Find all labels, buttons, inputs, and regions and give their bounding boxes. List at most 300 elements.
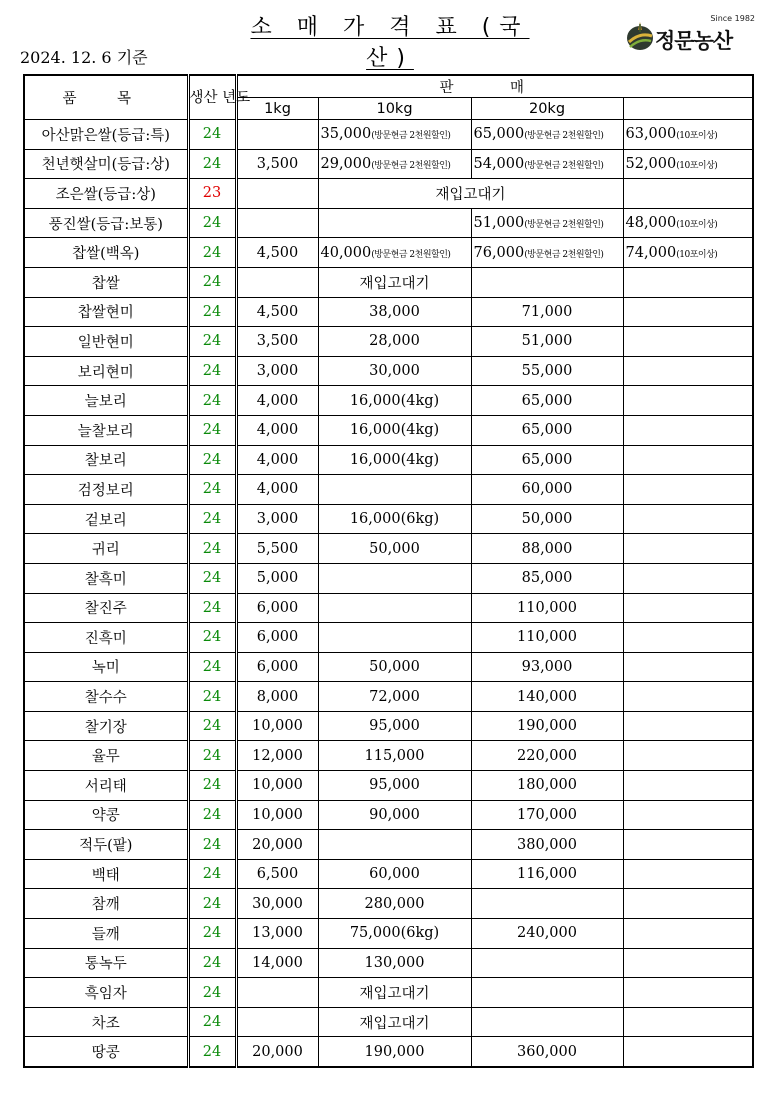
price-20kg-value: 65,000 (521, 451, 573, 468)
price-bulk-value: 48,000 (625, 215, 677, 232)
item-name-value: 찹쌀현미 (77, 305, 134, 322)
production-year-value: 24 (202, 303, 222, 320)
production-year (188, 859, 236, 889)
price-bulk (623, 475, 753, 505)
item-name (24, 267, 188, 297)
item-name-value: 검정보리 (77, 482, 134, 499)
price-20kg-value: 85,000 (521, 570, 573, 587)
price-bulk (623, 563, 753, 593)
table-row (24, 1037, 753, 1067)
price-20kg (471, 267, 623, 297)
item-name (24, 652, 188, 682)
price-20kg-note: (방문현금 2천원할인) (524, 249, 604, 260)
item-name-value: 적두(팥) (79, 838, 133, 855)
price-10kg-value: 28,000 (369, 333, 420, 350)
price-1kg (236, 445, 318, 475)
item-name-value: 찰보리 (84, 453, 127, 470)
company-logo (625, 14, 755, 58)
price-10kg-value: 190,000 (364, 1043, 425, 1060)
price-10kg-value: 16,000(4kg) (349, 422, 440, 439)
table-row (24, 504, 753, 534)
production-year (188, 297, 236, 327)
item-name (24, 859, 188, 889)
price-1kg-value: 3,500 (256, 155, 299, 172)
price-1kg-value: 10,000 (252, 806, 303, 823)
production-year (188, 978, 236, 1008)
item-name (24, 415, 188, 445)
price-1kg-value: 4,000 (256, 422, 299, 439)
price-1kg (236, 652, 318, 682)
price-20kg-value: 65,000 (521, 422, 573, 439)
item-name (24, 682, 188, 712)
production-year-value: 24 (202, 481, 222, 498)
price-10kg (318, 504, 471, 534)
production-year (188, 179, 236, 209)
price-10kg-value: 280,000 (364, 895, 425, 912)
item-name (24, 623, 188, 653)
production-year (188, 1007, 236, 1037)
table-row (24, 208, 753, 238)
price-1kg-value: 6,000 (256, 629, 299, 646)
table-row (24, 149, 753, 179)
table-row (24, 652, 753, 682)
price-bulk (623, 179, 753, 209)
price-1kg-value: 14,000 (252, 954, 303, 971)
price-bulk-note: (10포이상) (676, 249, 718, 260)
price-10kg (318, 356, 471, 386)
production-year-value: 24 (202, 274, 222, 291)
price-1kg (236, 593, 318, 623)
item-name (24, 356, 188, 386)
price-10kg-value: 130,000 (364, 954, 425, 971)
price-10kg (318, 593, 471, 623)
table-row (24, 179, 753, 209)
price-1kg-value: 6,000 (256, 599, 299, 616)
price-bulk (623, 149, 753, 179)
item-name-value: 참깨 (91, 897, 120, 914)
price-1kg (236, 563, 318, 593)
page-title: 소 매 가 격 표 (국산) (250, 15, 530, 71)
price-bulk-note: (10포이상) (676, 220, 718, 231)
item-name-value: 천년햇살미(등급:상) (41, 157, 170, 174)
item-name-value: 진흑미 (84, 630, 127, 647)
production-year-value: 24 (202, 126, 222, 143)
price-bulk (623, 889, 753, 919)
item-name-value: 찰진주 (84, 601, 127, 618)
price-10kg (318, 800, 471, 830)
price-20kg (471, 297, 623, 327)
table-row (24, 593, 753, 623)
price-bulk (623, 356, 753, 386)
price-1kg-value: 5,000 (256, 570, 299, 587)
production-year (188, 830, 236, 860)
price-bulk (623, 1037, 753, 1067)
price-1kg (236, 948, 318, 978)
item-name (24, 327, 188, 357)
production-year (188, 504, 236, 534)
production-year-value: 24 (202, 422, 222, 439)
price-10kg (318, 682, 471, 712)
price-1kg (236, 297, 318, 327)
price-10kg-value: 40,000 (320, 244, 372, 261)
price-20kg-value: 360,000 (517, 1043, 577, 1060)
production-year (188, 445, 236, 475)
price-20kg (471, 652, 623, 682)
price-20kg (471, 327, 623, 357)
production-year-value: 24 (202, 540, 222, 557)
price-1kg-value: 4,500 (256, 244, 299, 261)
price-20kg-value: 380,000 (517, 836, 577, 853)
price-bulk-value: 52,000 (625, 155, 677, 172)
production-year (188, 534, 236, 564)
production-year-value: 24 (202, 392, 222, 409)
item-name-value: 늘보리 (84, 394, 127, 411)
production-year-value: 24 (202, 570, 222, 587)
item-name-value: 찰기장 (84, 719, 127, 736)
price-10kg-value: 95,000 (369, 777, 420, 794)
item-name (24, 830, 188, 860)
price-1kg (236, 475, 318, 505)
price-10kg-value: 115,000 (364, 747, 425, 764)
table-row (24, 386, 753, 416)
price-20kg-value: 65,000 (473, 126, 525, 143)
price-1kg (236, 800, 318, 830)
price-bulk (623, 534, 753, 564)
price-10kg (318, 327, 471, 357)
price-20kg-value: 240,000 (517, 925, 577, 942)
item-name (24, 534, 188, 564)
price-10kg-value: 30,000 (369, 363, 420, 380)
item-name-value: 풍진쌀(등급:보통) (48, 216, 163, 233)
price-bulk (623, 386, 753, 416)
price-10kg-value: 35,000 (320, 126, 372, 143)
price-10kg (318, 978, 471, 1008)
price-1kg (236, 534, 318, 564)
price-1kg-value: 20,000 (252, 836, 303, 853)
price-1kg (236, 267, 318, 297)
price-bulk (623, 415, 753, 445)
price-1kg (236, 859, 318, 889)
price-20kg (471, 445, 623, 475)
price-20kg-value: 110,000 (517, 629, 577, 646)
item-name-value: 조은쌀(등급:상) (55, 186, 156, 203)
item-name (24, 445, 188, 475)
price-20kg (471, 711, 623, 741)
production-year-value: 24 (202, 1014, 222, 1031)
price-bulk (623, 593, 753, 623)
item-name (24, 919, 188, 949)
price-20kg (471, 238, 623, 268)
price-1kg (236, 149, 318, 179)
price-1kg (236, 741, 318, 771)
production-year (188, 563, 236, 593)
production-year (188, 948, 236, 978)
price-1kg (236, 504, 318, 534)
price-20kg (471, 386, 623, 416)
price-20kg (471, 800, 623, 830)
price-bulk (623, 445, 753, 475)
price-20kg-value: 51,000 (521, 333, 573, 350)
price-bulk-value: 74,000 (625, 244, 677, 261)
header-bulk (623, 98, 753, 120)
table-row (24, 741, 753, 771)
price-20kg (471, 919, 623, 949)
production-year-value: 24 (202, 836, 222, 853)
price-10kg-value: 95,000 (369, 718, 420, 735)
price-10kg-note: (방문현금 2천원할인) (371, 131, 451, 142)
price-1kg-value: 10,000 (252, 718, 303, 735)
item-name (24, 238, 188, 268)
production-year (188, 593, 236, 623)
production-year (188, 1037, 236, 1067)
production-year (188, 652, 236, 682)
price-20kg-value: 110,000 (517, 599, 577, 616)
price-1kg-value: 3,500 (256, 333, 299, 350)
price-20kg (471, 771, 623, 801)
item-name-value: 귀리 (91, 542, 120, 559)
production-year-value: 24 (202, 333, 222, 350)
price-bulk (623, 238, 753, 268)
price-10kg-value: 16,000(4kg) (349, 392, 440, 409)
price-10kg (318, 1037, 471, 1067)
table-row (24, 356, 753, 386)
production-year-value: 24 (202, 451, 222, 468)
table-row (24, 623, 753, 653)
production-year (188, 120, 236, 150)
item-name (24, 711, 188, 741)
production-year-value: 24 (202, 363, 222, 380)
price-bulk (623, 297, 753, 327)
item-name (24, 1037, 188, 1067)
production-year (188, 149, 236, 179)
price-20kg (471, 563, 623, 593)
price-10kg (318, 741, 471, 771)
production-year-value: 23 (202, 185, 222, 202)
item-name-value: 찹쌀(백옥) (72, 246, 140, 263)
item-name (24, 386, 188, 416)
item-name (24, 948, 188, 978)
item-name-value: 찹쌀 (91, 275, 120, 292)
price-20kg-value: 220,000 (517, 747, 577, 764)
price-1kg (236, 771, 318, 801)
price-bulk (623, 919, 753, 949)
price-10kg (318, 771, 471, 801)
price-20kg-value: 180,000 (517, 777, 577, 794)
table-row (24, 859, 753, 889)
price-20kg (471, 504, 623, 534)
price-1kg (236, 919, 318, 949)
price-rows (24, 120, 753, 1068)
item-name-value: 백태 (91, 867, 120, 884)
price-bulk (623, 682, 753, 712)
production-year (188, 800, 236, 830)
price-10kg-note: (방문현금 2천원할인) (371, 249, 451, 260)
price-20kg-value: 65,000 (521, 392, 573, 409)
price-bulk-value: 63,000 (625, 126, 677, 143)
price-10kg (318, 120, 471, 150)
price-10kg (318, 386, 471, 416)
price-20kg-value: 88,000 (521, 540, 573, 557)
table-row (24, 120, 753, 150)
price-1kg-value: 6,000 (256, 658, 299, 675)
table-row (24, 919, 753, 949)
price-20kg-value: 116,000 (517, 866, 577, 883)
logo-company-name: 정문농산 (655, 29, 733, 53)
price-10kg (318, 623, 471, 653)
price-bulk (623, 859, 753, 889)
price-1kg-value: 12,000 (252, 747, 303, 764)
price-20kg-value: 190,000 (517, 718, 577, 735)
price-1kg (236, 415, 318, 445)
price-20kg-value: 51,000 (473, 215, 525, 232)
price-10kg-value: 90,000 (369, 806, 420, 823)
item-name (24, 208, 188, 238)
price-10kg-value: 재입고대기 (359, 1015, 430, 1032)
item-name (24, 593, 188, 623)
table-row (24, 475, 753, 505)
price-20kg (471, 741, 623, 771)
price-10kg-value: 60,000 (369, 866, 420, 883)
production-year-value: 24 (202, 244, 222, 261)
item-name (24, 297, 188, 327)
table-row (24, 238, 753, 268)
production-year (188, 208, 236, 238)
item-name-value: 일반현미 (77, 334, 134, 351)
production-year-value: 24 (202, 155, 222, 172)
table-row (24, 889, 753, 919)
price-10kg (318, 830, 471, 860)
price-1kg-value: 4,000 (256, 451, 299, 468)
price-1kg (236, 1037, 318, 1067)
item-name (24, 741, 188, 771)
item-name-value: 땅콩 (91, 1045, 120, 1062)
production-year-value: 24 (202, 688, 222, 705)
price-10kg-value: 50,000 (369, 658, 420, 675)
production-year-value: 24 (202, 777, 222, 794)
table-row (24, 682, 753, 712)
table-row (24, 830, 753, 860)
item-name (24, 120, 188, 150)
price-10kg (318, 267, 471, 297)
price-bulk (623, 711, 753, 741)
table-row (24, 711, 753, 741)
price-bulk (623, 948, 753, 978)
price-10kg-value: 38,000 (369, 303, 420, 320)
table-row (24, 297, 753, 327)
price-1kg-value: 30,000 (252, 895, 303, 912)
price-10kg (318, 889, 471, 919)
price-20kg (471, 1007, 623, 1037)
price-20kg (471, 356, 623, 386)
price-10kg-value: 16,000(6kg) (349, 511, 440, 528)
item-name-value: 흑임자 (84, 986, 127, 1003)
production-year (188, 682, 236, 712)
table-row (24, 978, 753, 1008)
price-20kg-value: 140,000 (517, 688, 577, 705)
production-year (188, 267, 236, 297)
item-name (24, 563, 188, 593)
price-20kg (471, 978, 623, 1008)
production-year-value: 24 (202, 599, 222, 616)
item-name-value: 찰수수 (84, 690, 127, 707)
price-1kg (236, 120, 318, 150)
price-1kg (236, 356, 318, 386)
price-1kg (236, 830, 318, 860)
price-bulk (623, 623, 753, 653)
item-name (24, 149, 188, 179)
price-table (23, 74, 754, 1068)
production-year (188, 238, 236, 268)
price-bulk (623, 1007, 753, 1037)
item-name (24, 978, 188, 1008)
header-item: 품 목 (24, 75, 188, 120)
price-restock-value: 재입고대기 (435, 186, 506, 203)
table-row (24, 948, 753, 978)
item-name (24, 771, 188, 801)
price-20kg-value: 93,000 (521, 658, 573, 675)
item-name (24, 475, 188, 505)
item-name (24, 179, 188, 209)
price-20kg (471, 149, 623, 179)
price-1kg (236, 682, 318, 712)
item-name-value: 약콩 (91, 808, 120, 825)
price-20kg (471, 948, 623, 978)
price-10kg (318, 415, 471, 445)
price-1kg-value: 8,000 (256, 688, 299, 705)
production-year-value: 24 (202, 1043, 222, 1060)
price-20kg (471, 682, 623, 712)
price-bulk (623, 771, 753, 801)
production-year-value: 24 (202, 718, 222, 735)
item-name-value: 들깨 (91, 926, 120, 943)
price-20kg (471, 889, 623, 919)
table-row (24, 800, 753, 830)
price-1kg (236, 711, 318, 741)
price-1kg (236, 623, 318, 653)
item-name (24, 800, 188, 830)
price-1kg (236, 1007, 318, 1037)
price-20kg-value: 71,000 (521, 303, 573, 320)
price-bulk-note: (10포이상) (676, 131, 718, 142)
price-20kg-value: 76,000 (473, 244, 525, 261)
price-1kg-value: 3,000 (256, 511, 299, 528)
production-year (188, 741, 236, 771)
price-20kg (471, 475, 623, 505)
price-1kg-value: 20,000 (252, 1043, 303, 1060)
production-year (188, 415, 236, 445)
price-1kg-value: 4,000 (256, 481, 299, 498)
price-10kg-value: 16,000(4kg) (349, 451, 440, 468)
price-1kg-value: 6,500 (256, 866, 299, 883)
production-year (188, 327, 236, 357)
price-10kg (318, 297, 471, 327)
header-1kg: 1kg (236, 98, 318, 120)
item-name-value: 차조 (91, 1015, 120, 1032)
table-row (24, 327, 753, 357)
price-1kg (236, 978, 318, 1008)
price-10kg (318, 149, 471, 179)
price-restock (318, 179, 623, 209)
price-20kg-note: (방문현금 2천원할인) (524, 160, 604, 171)
price-bulk (623, 830, 753, 860)
price-bulk (623, 208, 753, 238)
price-1kg-value: 4,500 (256, 303, 299, 320)
table-row (24, 445, 753, 475)
price-20kg (471, 859, 623, 889)
price-10kg (318, 1007, 471, 1037)
price-20kg-value: 170,000 (517, 806, 577, 823)
price-10kg-value: 72,000 (369, 688, 420, 705)
